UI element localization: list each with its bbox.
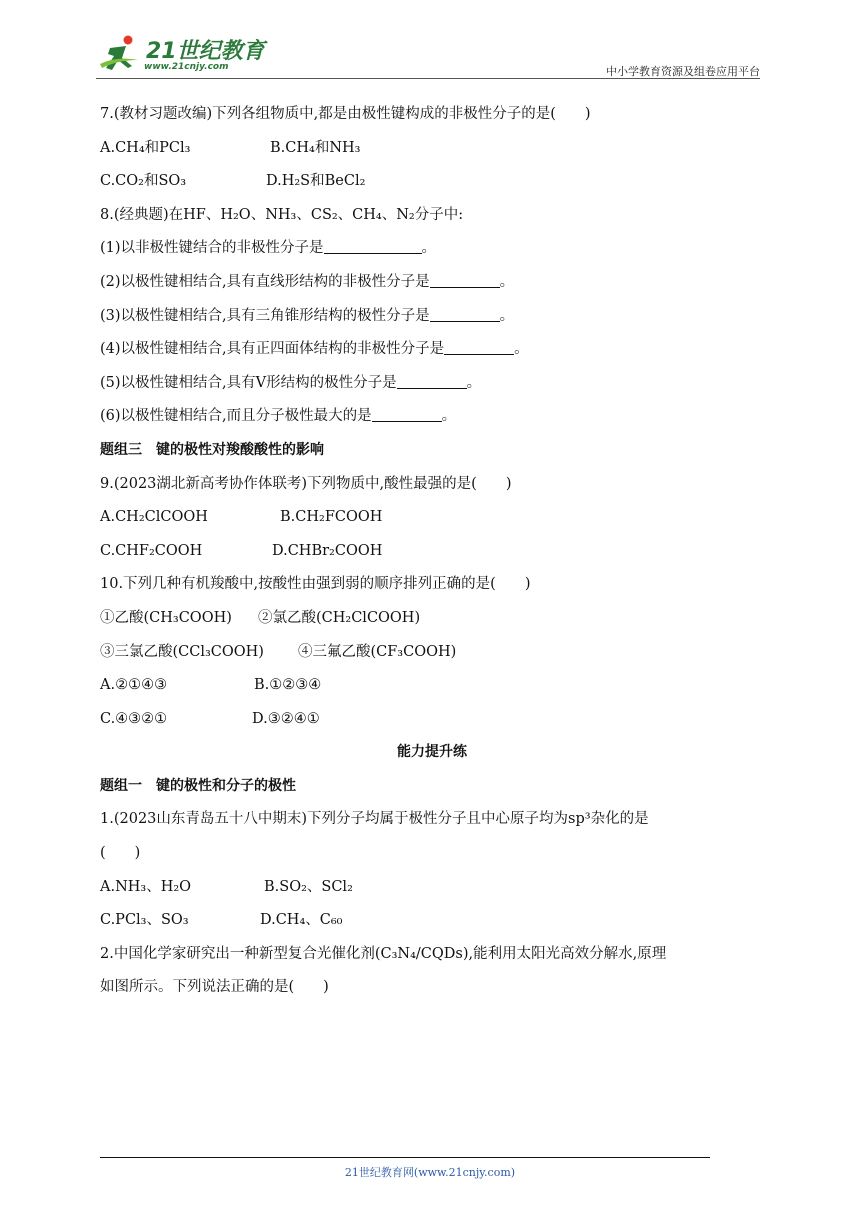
item-end: 。 [421,240,437,257]
acid-4: ④三氟乙酸(CF₃COOH) [298,643,457,660]
option-a: A.CH₂ClCOOH [100,509,208,526]
problem-2-stem-line-2: 如图所示。下列说法正确的是( ) [100,979,329,996]
question-7-options-cd [100,165,764,199]
option-b: B.①②③④ [254,677,322,694]
question-8-item-5 [100,367,764,401]
question-10-options-ab [100,669,764,703]
page-header [96,30,760,80]
item-end: 。 [499,273,515,290]
question-10-options-cd [100,703,764,737]
option-a: A.NH₃、H₂O [100,878,192,895]
question-10-stem: 10.下列几种有机羧酸中,按酸性由强到弱的顺序排列正确的是( ) [100,576,531,593]
answer-blank[interactable] [444,339,514,355]
item-end: 。 [441,408,457,425]
question-10-acids-row-1 [100,602,764,636]
option-d: D.CH₄、C₆₀ [260,912,343,929]
footer-divider [100,1157,710,1158]
option-b: B.SO₂、SCl₂ [264,878,353,895]
question-8-item-6 [100,400,764,434]
part-heading: 能力提升练 [397,744,467,761]
question-8-item-3 [100,300,764,334]
site-logo[interactable] [96,30,296,78]
section-heading-group-3: 题组三 键的极性对羧酸酸性的影响 [100,441,324,458]
platform-name: 中小学教育资源及组卷应用平台 [606,65,760,78]
problem-1-stem-line-2: ( ) [100,845,141,862]
item-end: 。 [466,374,482,391]
acid-1: ①乙酸(CH₃COOH) [100,609,232,626]
runner-icon [98,34,144,76]
option-c: C.CHF₂COOH [100,542,203,559]
document-body [100,98,764,1005]
question-9-options-ab [100,501,764,535]
question-8-item-4 [100,333,764,367]
question-8-item-2 [100,266,764,300]
item-end: 。 [514,341,529,358]
option-a: A.CH₄和PCl₃ [100,139,191,156]
answer-blank[interactable] [397,373,467,389]
logo-url: www.21cnjy.com [144,62,229,72]
question-9-options-cd [100,535,764,569]
problem-1-stem-line-1: 1.(2023山东青岛五十八中期末)下列分子均属于极性分子且中心原子均为sp³杂化的是 [100,811,649,828]
item-text: (4)以极性键相结合,具有正四面体结构的非极性分子是 [100,341,445,358]
option-d: D.H₂S和BeCl₂ [266,173,366,190]
question-7-stem: 7.(教材习题改编)下列各组物质中,都是由极性键构成的非极性分子的是( ) [100,106,591,122]
option-c: C.PCl₃、SO₃ [100,912,189,929]
item-text: (5)以极性键相结合,具有V形结构的极性分子是 [100,374,397,391]
option-b: B.CH₂FCOOH [280,509,383,526]
option-a: A.②①④③ [100,677,168,694]
option-c: C.④③②① [100,710,168,727]
question-8-item-1 [100,232,764,266]
acid-2: ②氯乙酸(CH₂ClCOOH) [258,609,421,626]
option-d: D.CHBr₂COOH [272,542,383,559]
section-heading-group-1: 题组一 键的极性和分子的极性 [100,777,296,794]
item-text: (3)以极性键相结合,具有三角锥形结构的极性分子是 [100,307,430,324]
problem-1-options-ab [100,871,764,905]
item-end: 。 [499,307,515,324]
problem-2-stem-line-1: 2.中国化学家研究出一种新型复合光催化剂(C₃N₄/CQDs),能利用太阳光高效分解水,原理 [100,945,667,962]
problem-1-options-cd [100,904,764,938]
question-8-stem: 8.(经典题)在HF、H₂O、NH₃、CS₂、CH₄、N₂分子中: [100,206,464,223]
header-divider [96,78,760,79]
answer-blank[interactable] [324,238,422,254]
question-10-acids-row-2 [100,636,764,670]
question-9-stem: 9.(2023湖北新高考协作体联考)下列物质中,酸性最强的是( ) [100,475,512,492]
answer-blank[interactable] [430,272,500,288]
acid-3: ③三氯乙酸(CCl₃COOH) [100,643,264,660]
item-text: (2)以极性键相结合,具有直线形结构的非极性分子是 [100,273,430,290]
answer-blank[interactable] [372,406,442,422]
logo-text: 21世纪教育 [146,39,265,64]
question-7-options-ab [100,132,764,166]
option-b: B.CH₄和NH₃ [270,139,361,156]
item-text: (1)以非极性键结合的非极性分子是 [100,240,324,257]
footer-link[interactable]: 21世纪教育网(www.21cnjy.com) [344,1166,516,1179]
item-text: (6)以极性键相结合,而且分子极性最大的是 [100,408,372,425]
option-d: D.③②④① [252,710,320,727]
option-c: C.CO₂和SO₃ [100,173,187,190]
answer-blank[interactable] [430,306,500,322]
